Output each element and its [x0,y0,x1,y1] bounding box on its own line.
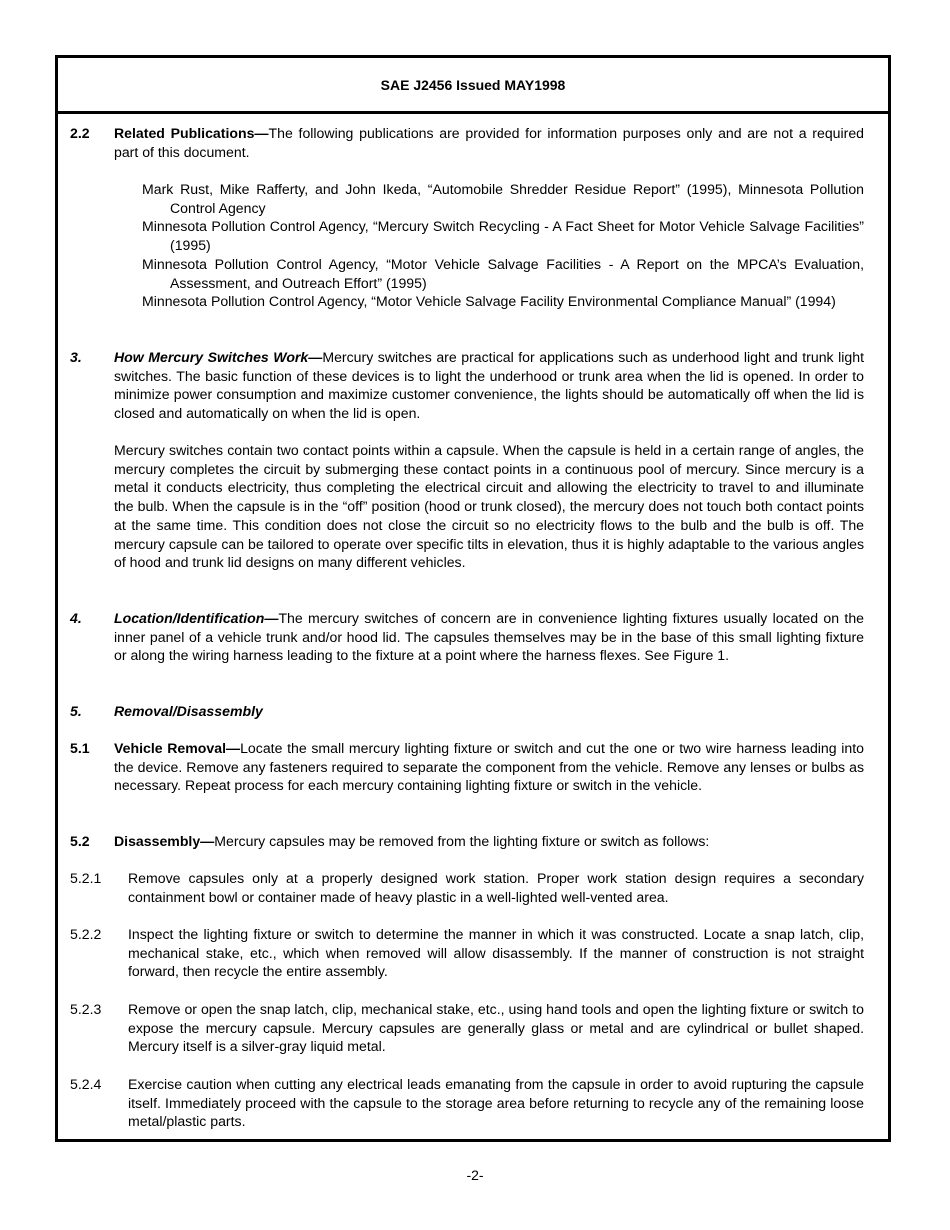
document-body [58,114,888,1139]
section-text: Locate the small mercury lighting fixture or switch and cut the one or two wire harness leading into the device. Remove any fasteners required to separate the component from the vehicle. Remove any lenses or bulbs as necessary. Repeat process for each mercury containing lighting fixture or switch in the vehicle. [114,740,864,794]
section-text: Inspect the lighting fixture or switch to determine the manner in which it was constructed. Locate a snap latch, clip, mechanical stake, etc., which when removed will allow disassembly. If the manner of construction is not straight forward, then recycle the entire assembly. [128,926,864,980]
section-text: Mercury switches contain two contact points within a capsule. When the capsule is held in a certain range of angles, the mercury completes the circuit by submerging these contact points in a continuous pool of mercury. Since mercury is a metal it conducts electricity, thus completing the electrical circuit and allowing the electricity to travel to and illuminate the bulb. When the capsule is in the “off” position (hood or trunk closed), the mercury does not touch both contact points at the same time. This condition does not close the circuit so no electricity flows to the bulb and the bulb is off. The mercury capsule can be tailored to operate over specific tilts in elevation, thus it is highly adaptable to the various angles of hood and trunk lid designs on many different vehicles. [114,442,864,571]
page-frame [55,55,891,1142]
section-5 [70,702,864,721]
section-number: 4. [70,610,82,626]
section-text: Remove capsules only at a properly designed work station. Proper work station design requires a secondary containment bowl or container made of heavy plastic in a well-lighted well-vented area. [128,870,864,905]
section-5-2-1 [70,869,864,906]
section-heading: How Mercury Switches Work— [114,349,323,365]
section-text: The following publications are provided for information purposes only and are not a required part of this document. [114,125,864,160]
section-heading: Vehicle Removal— [114,740,241,756]
section-text: Remove or open the snap latch, clip, mechanical stake, etc., using hand tools and open the lighting fixture or switch to expose the mercury capsule. Mercury capsules are generally glass or metal and are cylindrical or bullet shaped. Mercury itself is a silver-gray liquid metal. [128,1001,864,1055]
section-heading: Removal/Disassembly [114,703,263,719]
reference-list [142,180,864,311]
section-5-2-4 [70,1075,864,1131]
section-5-2-2 [70,925,864,981]
section-number: 5.2.3 [70,1001,102,1017]
section-5-2 [70,832,864,851]
document-header [58,58,888,114]
section-number: 5.2.1 [70,870,102,886]
reference-item: Minnesota Pollution Control Agency, “Motor Vehicle Salvage Facilities - A Report on the MPCA’s Evaluation, Assessment, and Outreach Effort” (1995) [142,255,864,291]
section-5-1 [70,739,864,795]
section-text: Mercury switches are practical for applications such as underhood light and trunk light switches. The basic function of these devices is to light the underhood or trunk area when the lid is opened. In order to minimize power consumption and maximize customer convenience, the lights should be automatically off when the lid is closed and automatically on when the lid is open. [114,349,864,422]
page-number: -2- [466,1167,484,1183]
reference-item: Minnesota Pollution Control Agency, “Motor Vehicle Salvage Facility Environmental Compliance Manual” (1994) [142,293,836,310]
section-number: 5.2 [70,833,90,849]
section-2-2 [70,124,864,161]
section-4 [70,609,864,665]
section-heading: Disassembly— [114,833,215,849]
section-3-paragraph-2 [70,441,864,572]
document-title: SAE J2456 Issued MAY1998 [380,76,566,93]
reference-item: Minnesota Pollution Control Agency, “Mercury Switch Recycling - A Fact Sheet for Motor Vehicle Salvage Facilities” (1995) [142,218,864,254]
reference-item: Mark Rust, Mike Rafferty, and John Ikeda, “Automobile Shredder Residue Report” (1995), Minnesota Pollution Control Agency [142,181,864,216]
section-text: Exercise caution when cutting any electrical leads emanating from the capsule in order to avoid rupturing the capsule itself. Immediately proceed with the capsule to the storage area before returning to recycle any of the remaining loose metal/plastic parts. [128,1076,864,1130]
section-3 [70,348,864,423]
section-number: 5.1 [70,740,90,756]
section-number: 5.2.4 [70,1076,102,1092]
section-text: The mercury switches of concern are in convenience lighting fixtures usually located on the inner panel of a vehicle trunk and/or hood lid. The capsules themselves may be in the base of this small lighting fixture or along the wiring harness leading to the fixture at a point where the harness flexes. See Figure 1. [114,610,864,664]
section-heading: Related Publications— [114,125,269,141]
section-number: 5.2.2 [70,926,102,942]
section-number: 5. [70,703,82,719]
section-5-2-3 [70,1000,864,1056]
section-number: 2.2 [70,125,90,141]
section-text: Mercury capsules may be removed from the lighting fixture or switch as follows: [214,833,710,849]
section-heading: Location/Identification— [114,610,279,626]
section-number: 3. [70,349,82,365]
